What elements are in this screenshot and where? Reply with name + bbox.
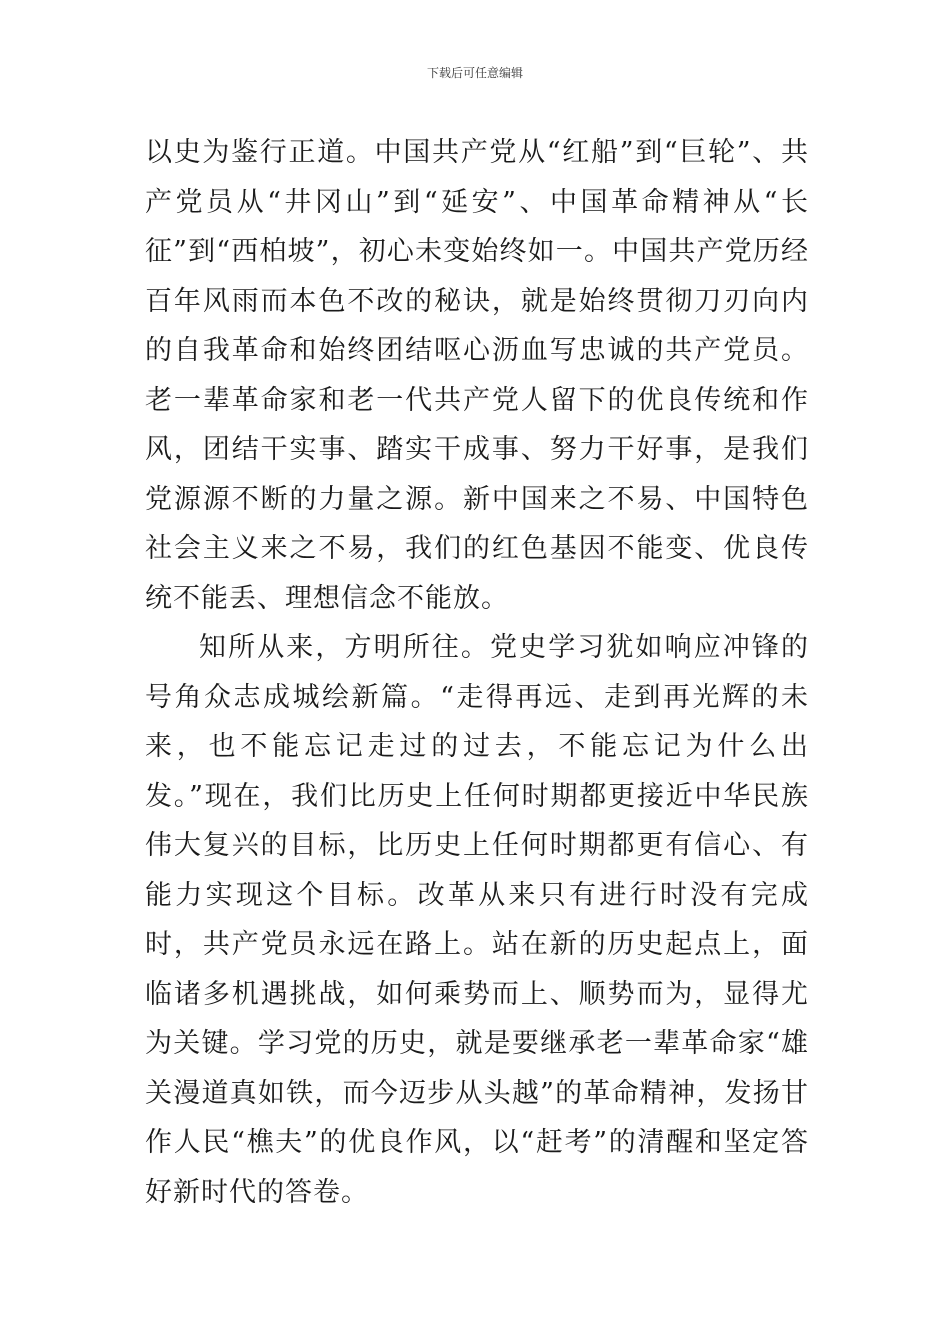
paragraph-looking-forward: 知所从来，方明所往。党史学习犹如响应冲锋的号角众志成城绘新篇。“走得再远、走到再光辉的未来，也不能忘记走过的过去，不能忘记为什么出发。”现在，我们比历史上任何时期都更接近中华民族伟大复兴的目标，比历史上任何时期都更有信心、有能力实现这个目标。改革从来只有进行时没有完成时，共产党员永远在路上。站在新的历史起点上，面临诸多机遇挑战，如何乘势而上、顺势而为，显得尤为关键。学习党的历史，就是要继承老一辈革命家“雄关漫道真如铁，而今迈步从头越”的革命精神，发扬甘作人民“樵夫”的优良作风，以“赶考”的清醒和坚定答好新时代的答卷。	[145, 632, 809, 1208]
paragraph-history-lesson: 以史为鉴行正道。中国共产党从“红船”到“巨轮”、共产党员从“井冈山”到“延安”、中国革命精神从“长征”到“西柏坡”，初心未变始终如一。中国共产党历经百年风雨而本色不改的秘诀，就是始终贯彻刀刃向内的自我革命和始终团结呕心沥血写忠诚的共产党员。老一辈革命家和老一代共产党人留下的优良传统和作风，团结干实事、踏实干成事、努力干好事，是我们党源源不断的力量之源。新中国来之不易、中国特色社会主义来之不易，我们的红色基因不能变、优良传统不能丢、理想信念不能放。	[145, 137, 809, 614]
page-header: 下载后可任意编辑	[426, 66, 523, 80]
